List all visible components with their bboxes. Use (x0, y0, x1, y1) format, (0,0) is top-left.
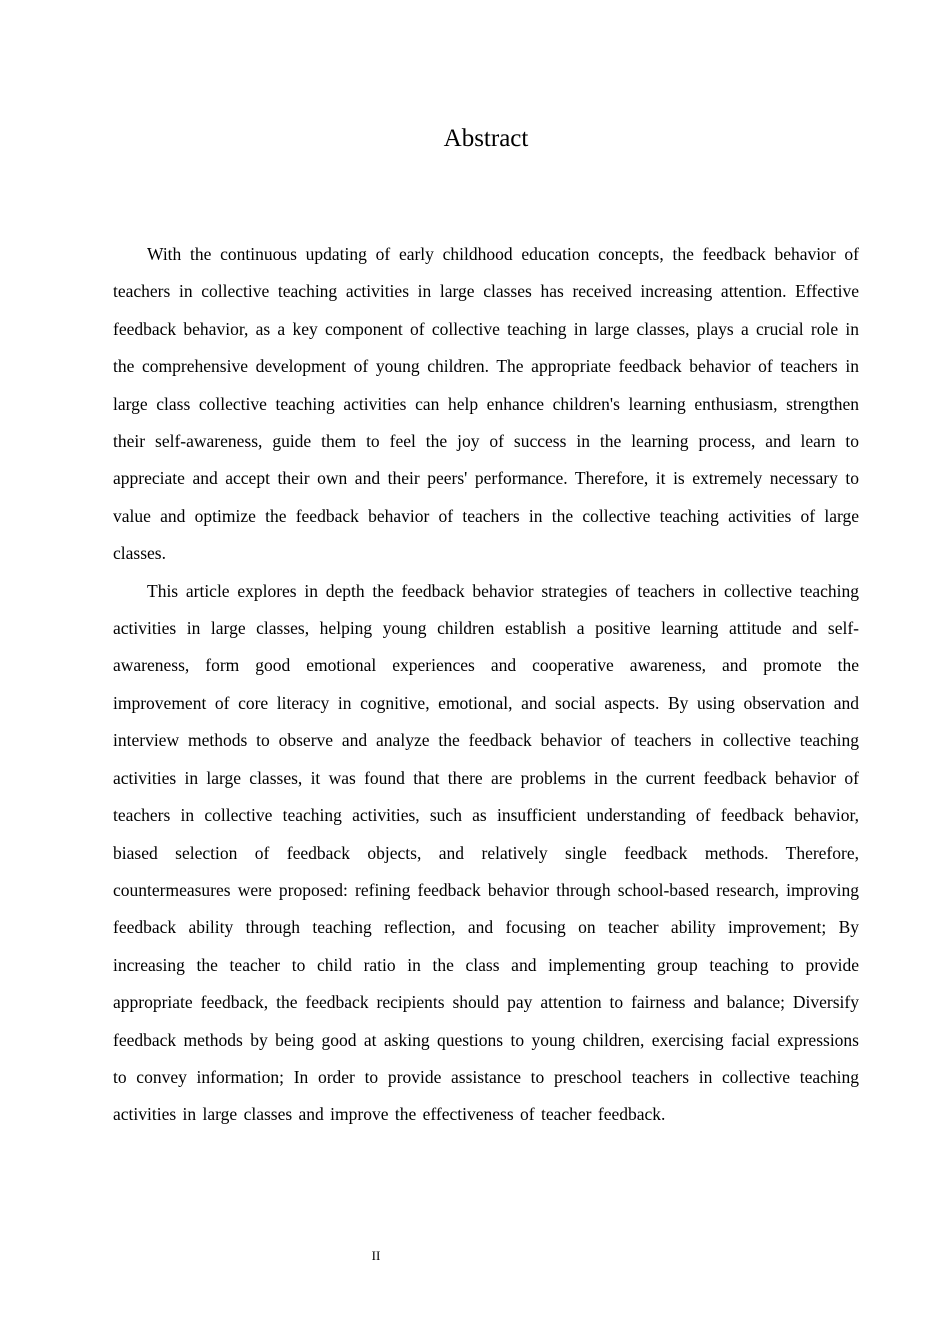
abstract-title: Abstract (443, 125, 529, 152)
abstract-paragraph-2: This article explores in depth the feedback behavior strategies of teachers in collective teaching activities in large classes, helping young children establish a positive learning attitude and self-awareness, form good emotional experiences and cooperative awareness, and promote the improvement of core literacy in cognitive, emotional, and social aspects. By using observation and interview methods to observe and analyze the feedback behavior of teachers in collective teaching activities in large classes, it was found that there are problems in the current feedback behavior of teachers in collective teaching activities, such as insufficient understanding of feedback behavior, biased selection of feedback objects, and relatively single feedback methods. Therefore, countermeasures were proposed: refining feedback behavior through school-based research, improving feedback ability through teaching reflection, and focusing on teacher ability improvement; By increasing the teacher to child ratio in the class and implementing group teaching to provide appropriate feedback, the feedback recipients should pay attention to fairness and balance; Diversify feedback methods by being good at asking questions to young children, exercising facial expressions to convey information; In order to provide assistance to preschool teachers in collective teaching activities in large classes and improve the effectiveness of teacher feedback. (113, 580, 859, 1125)
abstract-paragraph-1: With the continuous updating of early childhood education concepts, the feedback behavior of teachers in collective teaching activities in large classes has received increasing attention. Effective feedback behavior, as a key component of collective teaching in large classes, plays a crucial role in the comprehensive development of young children. The appropriate feedback behavior of teachers in large class collective teaching activities can help enhance children's learning enthusiasm, strengthen their self-awareness, guide them to feel the joy of success in the learning process, and learn to appreciate and accept their own and their peers' performance. Therefore, it is extremely necessary to value and optimize the feedback behavior of teachers in the collective teaching activities of large classes. (113, 244, 859, 564)
abstract-body (113, 236, 859, 1134)
page-number: II (371, 1248, 381, 1263)
